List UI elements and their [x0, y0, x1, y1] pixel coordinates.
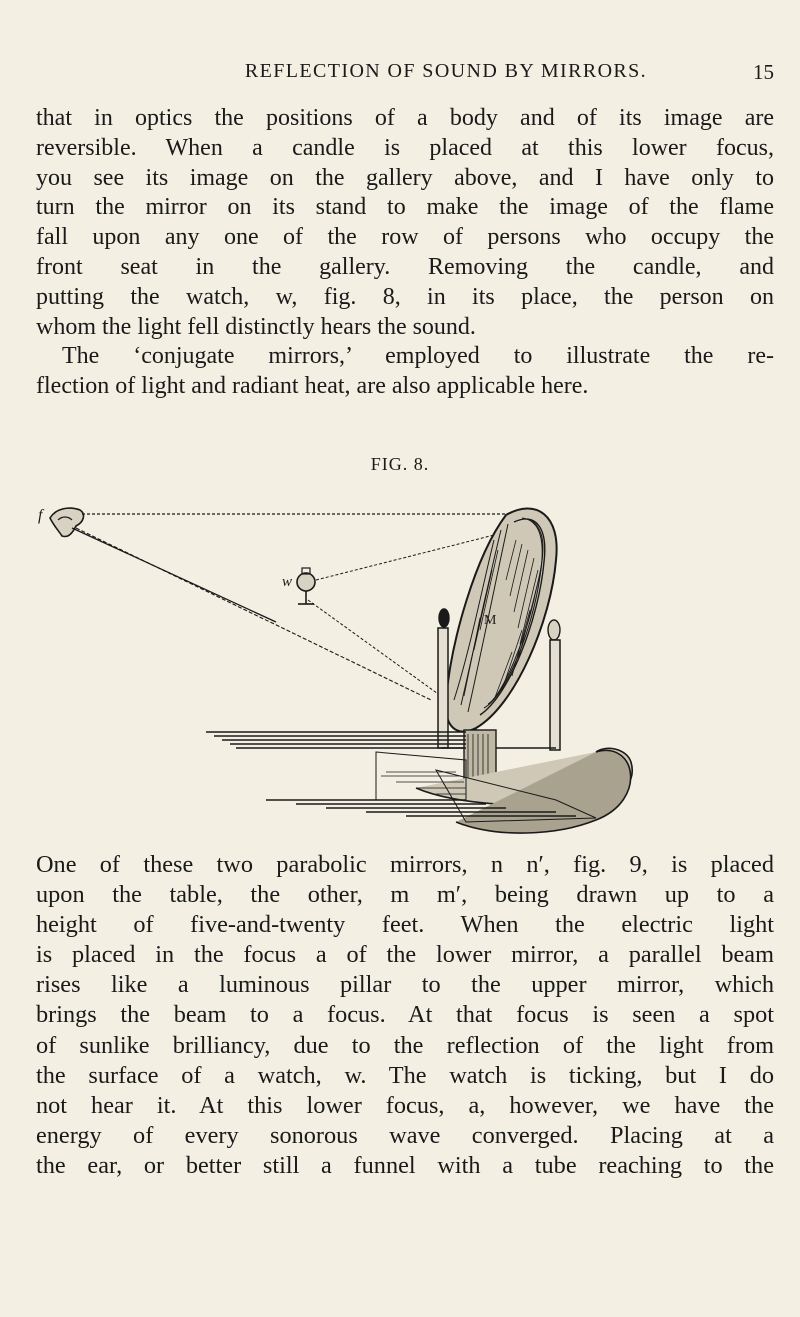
ear-label: f	[38, 507, 43, 524]
text-line: that in optics the positions of a body and of its image are	[36, 105, 774, 131]
text-line: One of these two parabolic mirrors, n n′, fig. 9, is placed	[36, 851, 774, 878]
page-number: 15	[753, 60, 774, 84]
running-title: REFLECTION OF SOUND BY MIRRORS.	[244, 60, 648, 82]
text-line: front seat in the gallery. Removing the candle, and	[36, 253, 774, 280]
text-line: rises like a luminous pillar to the upper mirror, which	[36, 971, 774, 999]
figure-caption: FIG. 8.	[370, 454, 430, 474]
text-line: upon the table, the other, m m′, being drawn up to a	[36, 881, 774, 909]
watch-illustration	[282, 568, 315, 604]
text-line: the surface of a watch, w. The watch is ticking, but I do	[36, 1061, 774, 1089]
text-line: not hear it. At this lower focus, a, however, we have the	[36, 1091, 774, 1119]
text-line: The ‘conjugate mirrors,’ employed to illustrate the re-	[62, 343, 774, 370]
watch-label: w	[282, 574, 293, 590]
text-line: whom the light fell distinctly hears the sound.	[36, 313, 476, 340]
text-line: you see its image on the gallery above, and I have only to	[36, 164, 774, 191]
text-line: reversible. When a candle is placed at this lower focus,	[36, 134, 774, 161]
text-line: of sunlike brilliancy, due to the reflection of the light from	[36, 1031, 774, 1059]
mirror-label: M	[484, 613, 497, 628]
paragraph-1	[36, 104, 774, 402]
text-line: energy of every sonorous wave converged. Placing at a	[36, 1121, 774, 1149]
ear-illustration	[38, 507, 83, 537]
text-line: is placed in the focus a of the lower mirror, a parallel beam	[36, 941, 774, 969]
text-line: putting the watch, w, fig. 8, in its place, the person on	[36, 283, 774, 310]
text-line: flection of light and radiant heat, are also applicable here.	[36, 373, 589, 400]
text-line: height of five-and-twenty feet. When the electric light	[36, 911, 774, 939]
parabolic-mirror	[439, 509, 560, 732]
text-line: fall upon any one of the row of persons who occupy the	[36, 224, 774, 251]
text-line: brings the beam to a focus. At that focus is seen a spot	[36, 1001, 774, 1029]
text-line: the ear, or better still a funnel with a tube reaching to the	[36, 1151, 774, 1179]
text-line: turn the mirror on its stand to make the image of the flame	[36, 194, 774, 221]
figure-8-engraving	[36, 500, 776, 845]
paragraph-2	[36, 850, 774, 1181]
running-head	[118, 60, 774, 90]
